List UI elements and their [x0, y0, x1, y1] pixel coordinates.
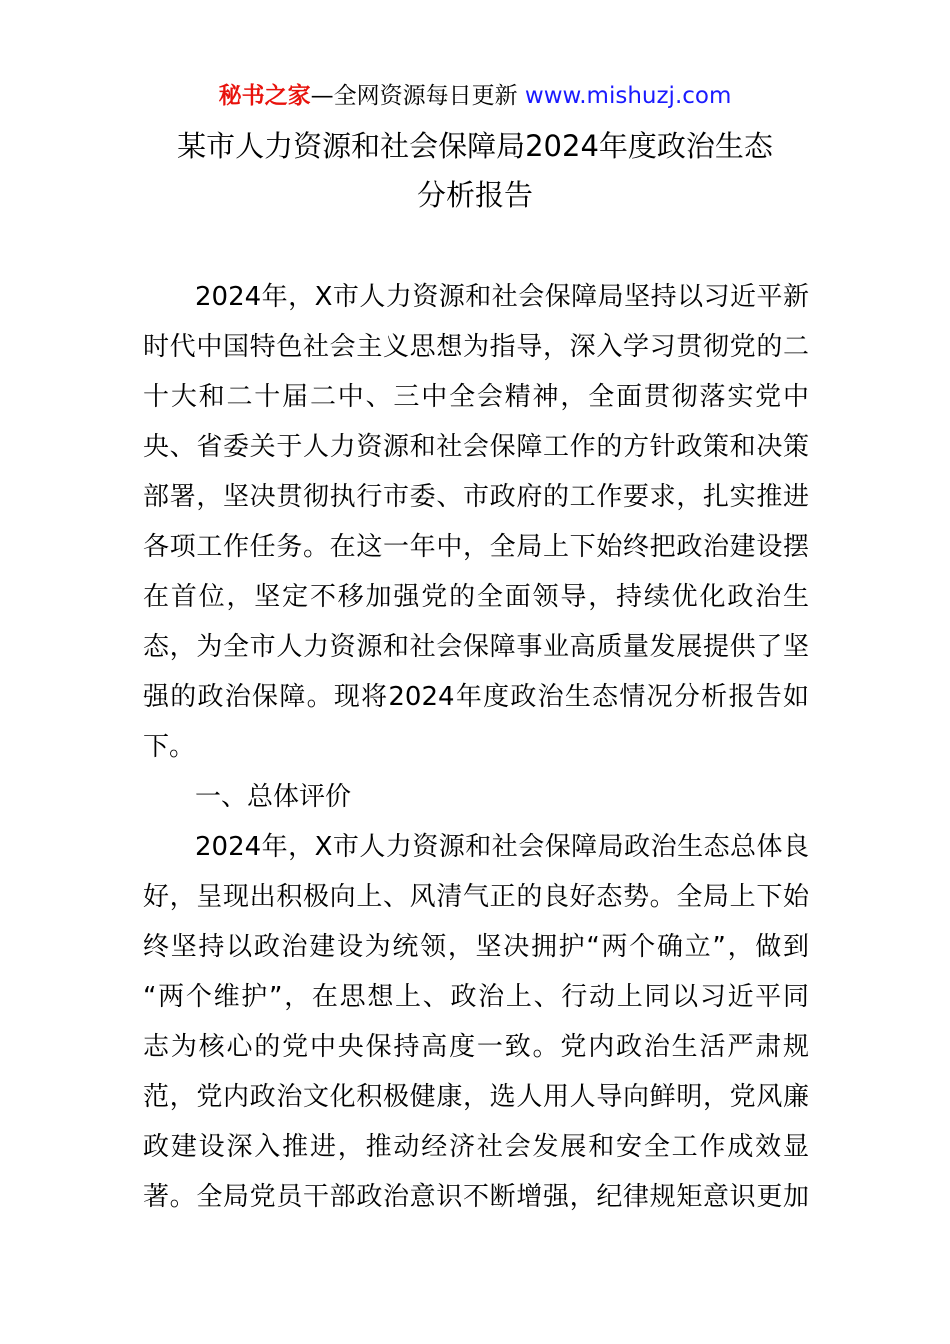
- document-title-line-1: 某市人力资源和社会保障局2024年度政治生态: [177, 129, 773, 163]
- paragraph-line: 部署，坚决贯彻执行市委、市政府的工作要求，扎实推进: [143, 482, 809, 512]
- section-heading-overall-evaluation: 一、总体评价: [195, 782, 352, 812]
- paragraph-line: 在首位，坚定不移加强党的全面领导，持续优化政治生: [143, 582, 809, 612]
- document-title-line-2: 分析报告: [416, 178, 533, 212]
- paragraph-line: 政建设深入推进，推动经济社会发展和安全工作成效显: [143, 1132, 809, 1162]
- paragraph-line: 下。: [143, 732, 196, 762]
- paragraph-line: 态，为全市人力资源和社会保障事业高质量发展提供了坚: [143, 632, 809, 662]
- paragraph-line: 央、省委关于人力资源和社会保障工作的方针政策和决策: [143, 432, 809, 462]
- document-body: [143, 272, 809, 1222]
- site-url-link[interactable]: www.mishuzj.com: [524, 83, 732, 109]
- paragraph-line: 好，呈现出积极向上、风清气正的良好态势。全局上下始: [143, 882, 809, 912]
- paragraph-line: 范，党内政治文化积极健康，选人用人导向鲜明，党风廉: [143, 1082, 809, 1112]
- paragraph-intro: [143, 272, 809, 772]
- document-title: [0, 122, 950, 220]
- paragraph-line: 2024年，X市人力资源和社会保障局政治生态总体良: [195, 832, 809, 862]
- paragraph-line: 十大和二十届二中、三中全会精神，全面贯彻落实党中: [143, 382, 809, 412]
- paragraph-line: 强的政治保障。现将2024年度政治生态情况分析报告如: [143, 682, 809, 712]
- site-header: [0, 80, 950, 112]
- paragraph-line: 志为核心的党中央保持高度一致。党内政治生活严肃规: [143, 1032, 809, 1062]
- brand-name: 秘书之家: [218, 83, 311, 109]
- paragraph-line: 各项工作任务。在这一年中，全局上下始终把政治建设摆: [143, 532, 809, 562]
- paragraph-line: 著。全局党员干部政治意识不断增强，纪律规矩意识更加: [143, 1182, 809, 1212]
- paragraph-line: 2024年，X市人力资源和社会保障局坚持以习近平新: [195, 282, 809, 312]
- paragraph-overall-evaluation: [143, 822, 809, 1222]
- paragraph-line: 时代中国特色社会主义思想为指导，深入学习贯彻党的二: [143, 332, 809, 362]
- paragraph-line: “两个维护”，在思想上、政治上、行动上同以习近平同: [143, 982, 809, 1012]
- header-tagline: —全网资源每日更新: [310, 83, 518, 109]
- paragraph-line: 终坚持以政治建设为统领，坚决拥护“两个确立”，做到: [143, 932, 809, 962]
